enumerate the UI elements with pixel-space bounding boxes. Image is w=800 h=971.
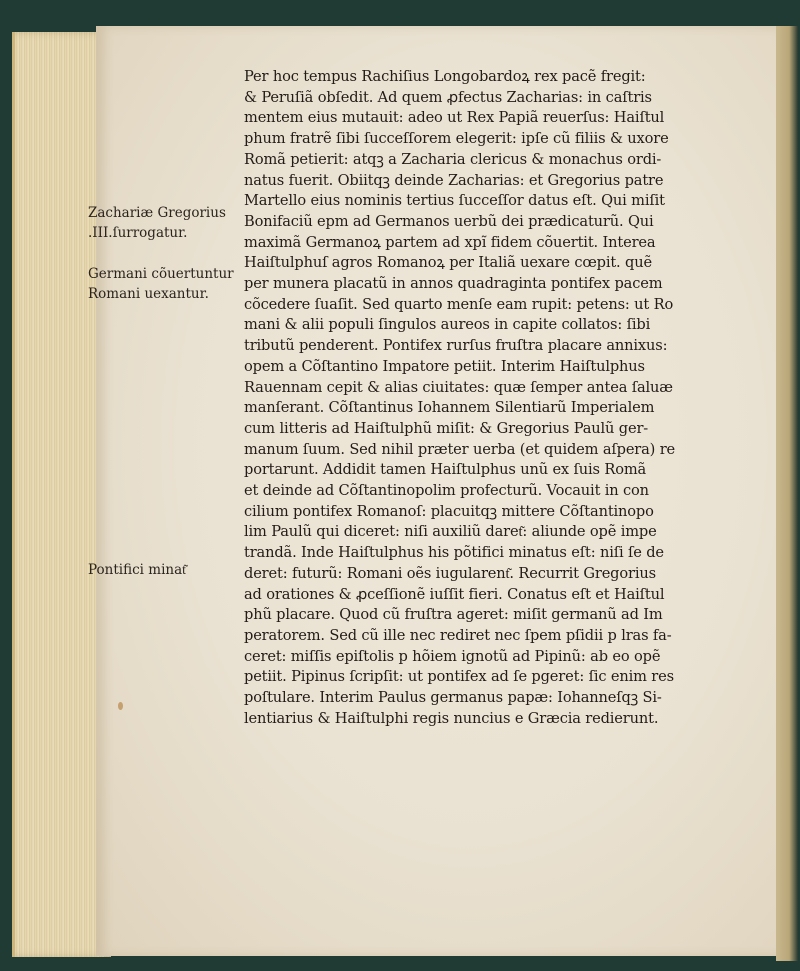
text-line: phũ placare. Quod cũ fruſtra ageret: miſit germanũ ad Im <box>244 606 663 624</box>
text-line: et deinde ad Cõſtantinopolim profecturũ. Vocauit in con <box>244 482 649 500</box>
text-line: per munera placatũ in annos quadraginta pontifex pacem <box>244 275 663 293</box>
text-line: cõcedere ſuaſit. Sed quarto menſe eam rupit: petens: ut Ro <box>244 295 674 313</box>
text-line: Bonifaciũ epm ad Germanos uerbũ dei prædicaturũ. Qui <box>244 212 654 230</box>
text-line: Haiſtulphuſ agros Romanoꝝ per Italiã uexare cœpit. quẽ <box>244 254 652 272</box>
text-line: lentiarius & Haiſtulphi regis nuncius e Græcia redierunt. <box>244 709 659 727</box>
text-line: Rauennam cepit & alias ciuitates: quæ ſemper antea ſaluæ <box>244 378 673 396</box>
text-line: & Peruſiã obſedit. Ad quem ꝓfectus Zacharias: in caſtris <box>244 88 652 106</box>
text-line: opem a Cõſtantino Impatore petiit. Interim Haiſtulphus <box>244 357 645 375</box>
text-line: phum fratrẽ ſibi ſucceſſorem elegerit: ipſe cũ filiis & uxore <box>244 130 669 148</box>
marginal-line: Pontifici minat͂ <box>88 562 186 578</box>
text-line: mentem eius mutauit: adeo ut Rex Papiã reuerſus: Haiſtul <box>244 109 665 127</box>
show-through-text <box>180 452 184 466</box>
paper-stain <box>118 702 123 710</box>
text-line: deret: futurũ: Romani oẽs iugularent͂. Recurrit Gregorius <box>244 564 656 582</box>
text-line: Romã petierit: atqꝫ a Zacharia clericus & monachus ordi- <box>244 150 662 168</box>
text-line: cilium pontifex Romanoſ: placuitqꝫ mittere Cõſtantinopo <box>244 502 654 520</box>
text-line: manſerant. Cõſtantinus Iohannem Silentiarũ Imperialem <box>244 399 655 417</box>
text-line: tributũ penderent. Pontifex rurſus fruſtra placare annixus: <box>244 337 668 355</box>
text-line: Martello eius nominis tertius ſucceſſor datus eſt. Qui miſit <box>244 192 665 210</box>
main-text-block <box>244 67 684 730</box>
text-line: trandã. Inde Haiſtulphus his põtifici minatus eſt: niſi ſe de <box>244 544 664 562</box>
text-line: petiit. Pipinus ſcripſit: ut pontifex ad ſe pgeret: ſic enim res <box>244 668 674 686</box>
marginal-line: .III.ſurrogatur. <box>88 225 188 241</box>
text-line: lim Paulũ qui diceret: niſi auxiliũ daret͂: aliunde opẽ impe <box>244 523 657 541</box>
text-line: portarunt. Addidit tamen Haiſtulphus unũ ex ſuis Romã <box>244 461 647 479</box>
next-page-edge <box>776 26 798 961</box>
marginal-line: Romani uexantur. <box>88 286 209 302</box>
text-line: ceret: miſſis epiſtolis p hõiem ignotũ ad Pipinũ: ab eo opẽ <box>244 647 661 665</box>
text-line: Per hoc tempus Rachiſius Longobardoꝝ rex pacẽ fregit: <box>244 68 646 85</box>
marginal-line: Germani cõuertuntur <box>88 266 234 282</box>
marginal-note-3 <box>88 560 238 580</box>
marginal-note-1 <box>88 203 238 243</box>
text-line: mani & alii populi ſingulos aureos in capite collatos: ſibi <box>244 316 651 334</box>
text-line: manum ſuum. Sed nihil præter uerba (et quidem aſpera) re <box>244 440 676 458</box>
text-line: maximã Germanoꝝ partem ad xpĩ fidem cõuertit. Interea <box>244 233 656 251</box>
text-line: ad orationes & ꝓceſſionẽ iuſſit fieri. Conatus eſt et Haiſtul <box>244 585 665 603</box>
marginal-note-2 <box>88 264 238 304</box>
text-line: peratorem. Sed cũ ille nec rediret nec ſpem pſidii p lras fa- <box>244 626 672 644</box>
text-line: poſtulare. Interim Paulus germanus papæ: Iohanneſqꝫ Si- <box>244 689 662 707</box>
text-line: cum litteris ad Haiſtulphũ miſit: & Gregorius Paulũ ger- <box>244 419 649 437</box>
marginal-line: Zachariæ Gregorius <box>88 205 226 221</box>
text-line: natus fuerit. Obiitqꝫ deinde Zacharias: et Gregorius patre <box>244 171 664 189</box>
